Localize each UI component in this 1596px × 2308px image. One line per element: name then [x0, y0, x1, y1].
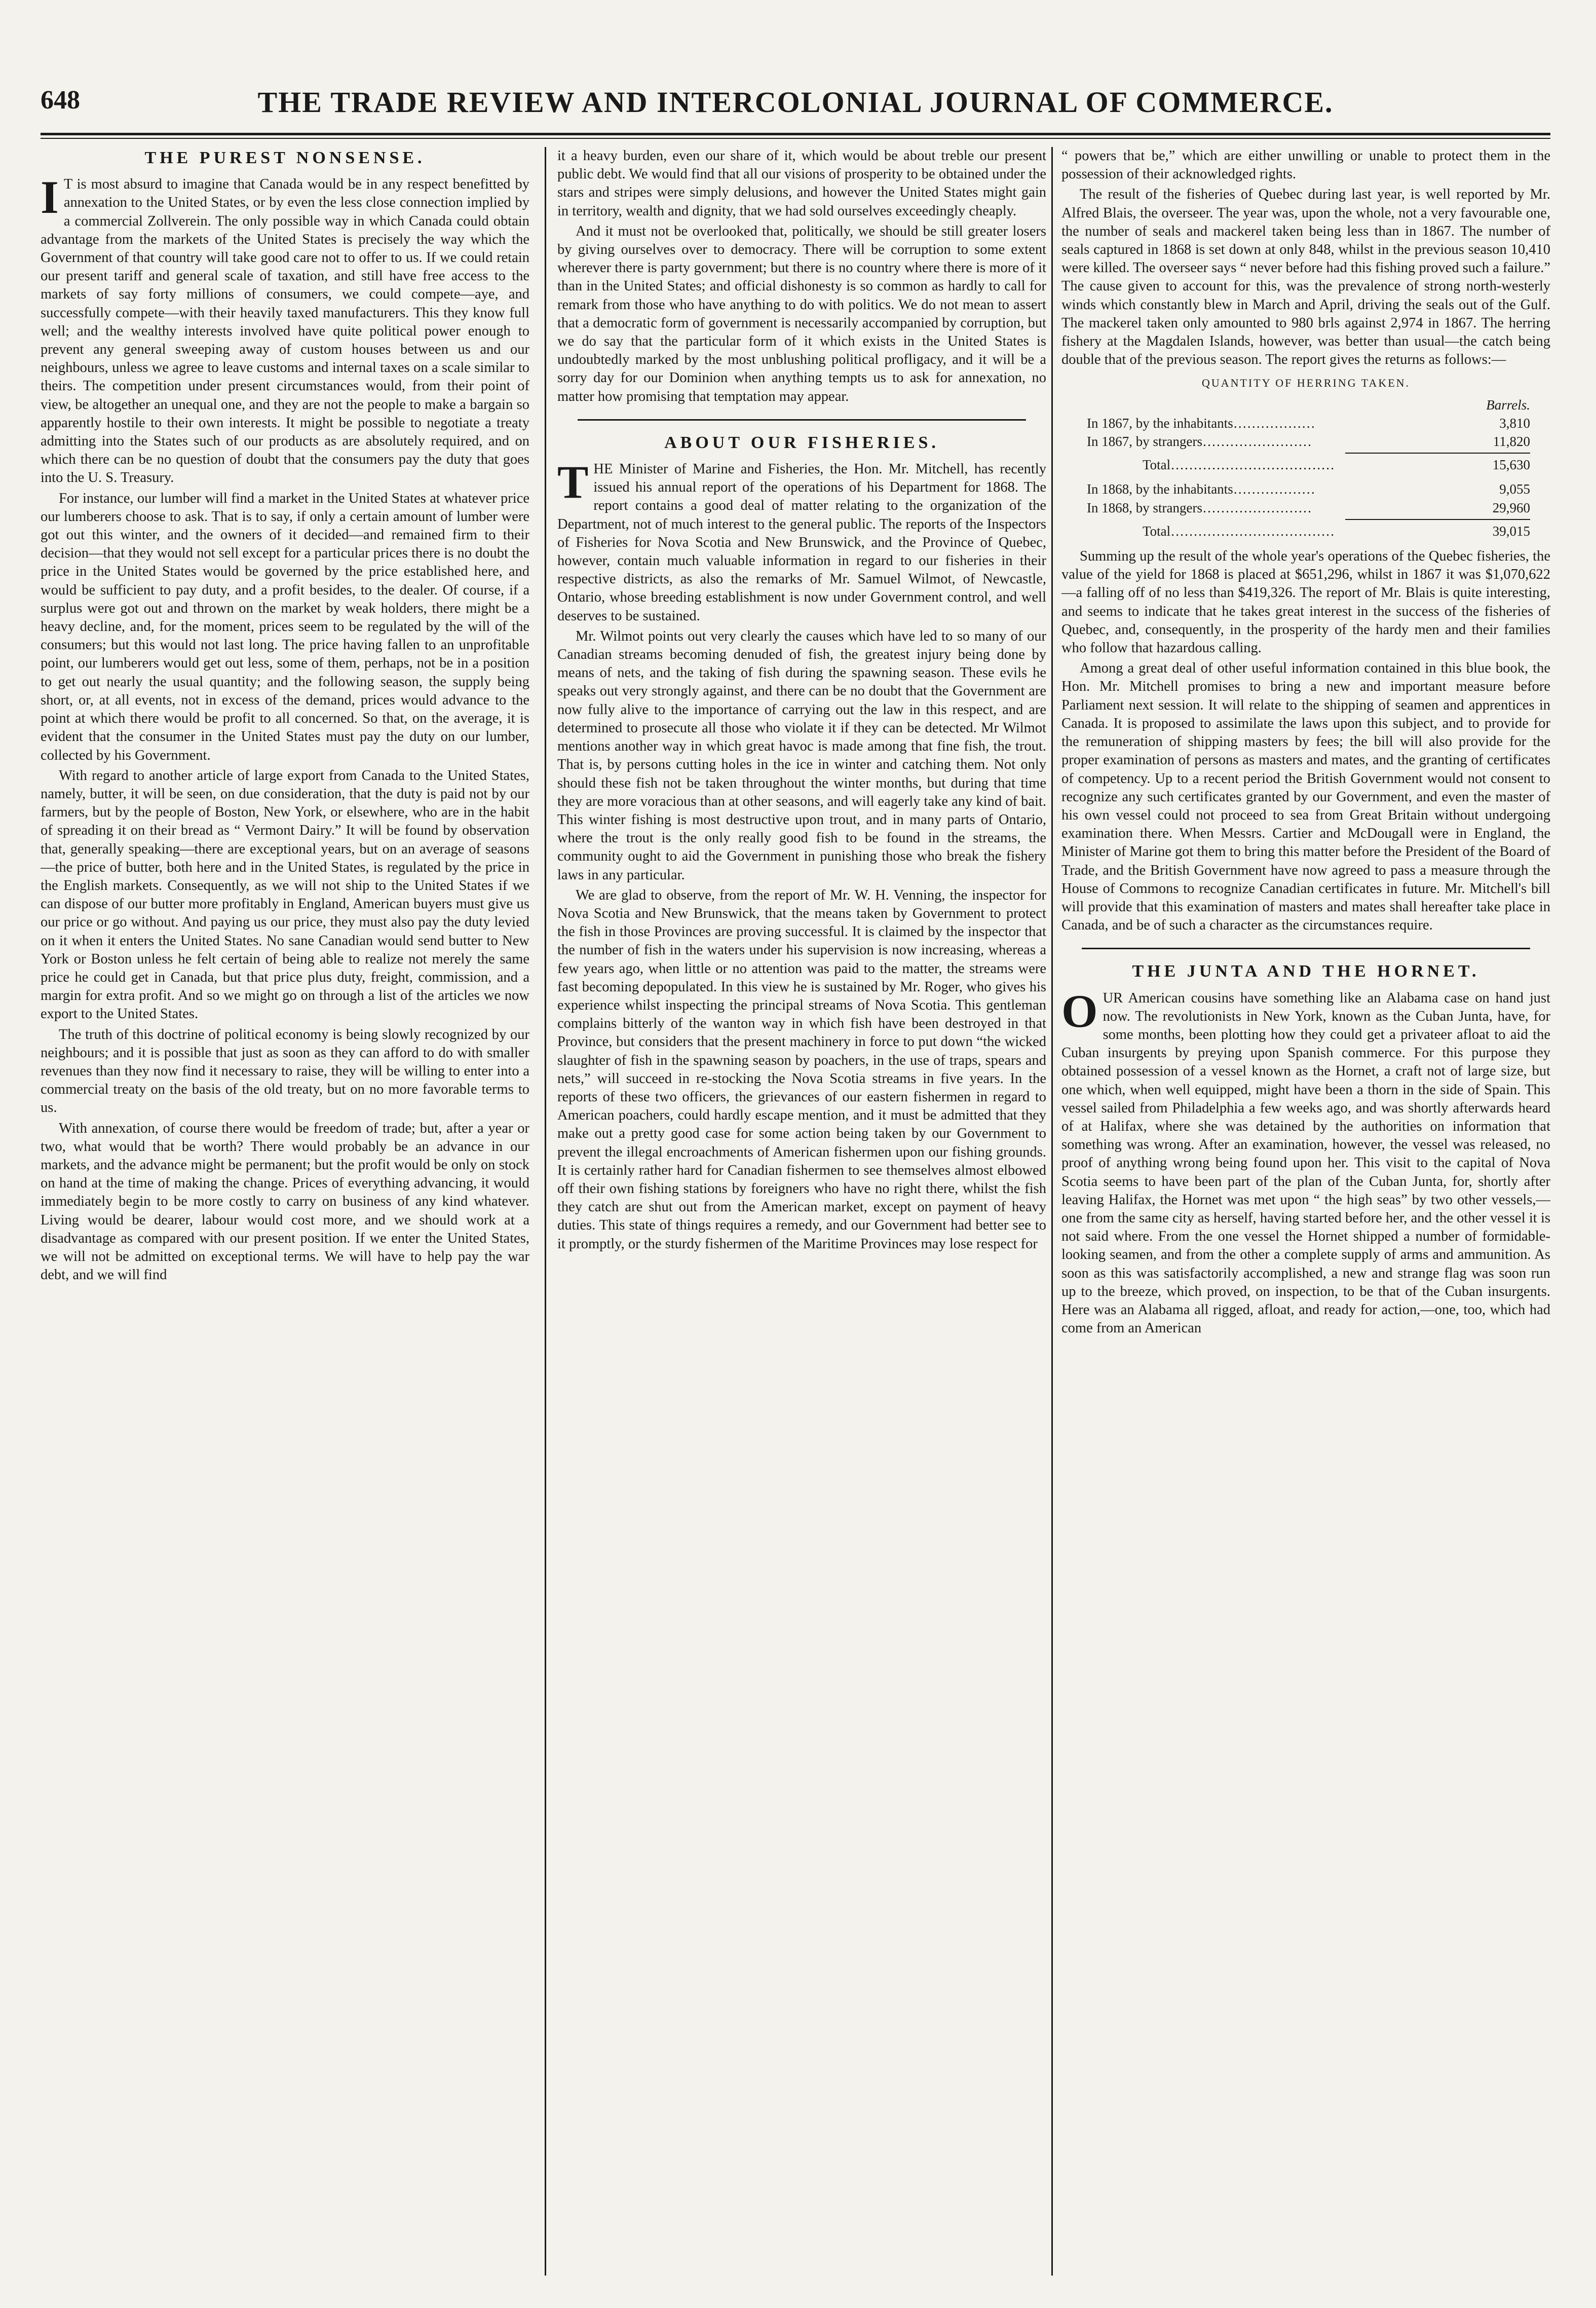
article-paragraph: The result of the fisheries of Quebec during last year, is well reported by Mr. Alfred Blais, the overseer. The year was, upon the whole, not a very favourable one, the number of seals and mackerel taken being less than in 1867. The number of seals captured in 1868 is set down at only 848, whilst in the previous season 10,410 were killed. The overseer says “ never before had this fishing proved such a failure.” The cause given to account for this, was the prevalence of strong north-westerly winds which constantly blew in March and April, driving the seals out of the Gulf. The mackerel taken only amounted to 980 brls against 2,974 in 1867. The herring fishery at the Magdalen Islands, however, was better than usual—the catch being double that of the previous season. The report gives the returns as follows:—: [1061, 187, 1550, 368]
table-row: [1061, 432, 1550, 451]
table-row: [1061, 480, 1550, 498]
herring-table: [1061, 374, 1550, 540]
article-paragraph: Summing up the result of the whole year's operations of the Quebec fisheries, the value of the yield for 1868 is placed at $651,296, whilst in 1867 it was $1,070,622—a falling off of no less than $419,326. The report of Mr. Blais is quite interesting, and seems to indicate that he takes great interest in the success of the fisheries of Quebec, and, consequently, in the prosperity of the hardy men and their families who follow that hazardous calling.: [1061, 548, 1550, 656]
section-divider: [578, 419, 1026, 421]
article-paragraph: For instance, our lumber will find a market in the United States at whatever price our lumberers choose to ask. That is to say, if only a certain amount of lumber were got out this winter, and the owners of it decided—and remained firm to their decision—that they would not sell except for a particular prices there is no doubt the price in the United States would be governed by the price established here, and would be sufficient to pay duty, and a profit besides, to the dealer. Of course, if a surplus were got out and thrown on the market by weak holders, there might be a heavy decline, and, for the moment, prices seem to be regulated by the will of the consumers; but this would not last long. The price having fallen to an unprofitable point, our lumberers would get out less, some of them, perhaps, not be in a position to get out nearly the usual quantity; and the following season, the supply being short, or, at all events, not in excess of the demand, prices would advance to the point at which there would be profit to all concerned. So that, on the average, it is evident that the consumer in the United States must pay the duty on our lumber, collected by his Government.: [41, 490, 529, 763]
row-value: 11,820: [1493, 434, 1530, 450]
table-row: [1061, 499, 1550, 517]
row-label: In 1867, by strangers……………………: [1087, 434, 1312, 450]
article-paragraph: Among a great deal of other useful information contained in this blue book, the Hon. Mr. Mitchell promises to bring a new and important measure before Parliament next session. It will relate to the shipping of seamen and apprentices in Canada. It is proposed to assimilate the laws upon this subject, and to provide for the remuneration of shipping masters by fees; the bill will also provide for the proper examination of persons as masters and mates, and the granting of certificates of competency. Up to a recent period the British Government would not consent to recognize any such certificates granted by our Government, and even the master of his own vessel could not proceed to sea from Great Britain without undergoing examination there. When Messrs. Cartier and McDougall were in England, the Minister of Marine got them to bring this matter before the President of the Board of Trade, and the British Government have now agreed to pass a measure through the House of Commons to recognize Canadian certificates in future. Mr. Mitchell's bill will provide that this examination of masters and mates shall hereafter take place in Canada, and be of such a character as the circumstances require.: [1061, 660, 1550, 934]
table-row-total: [1061, 456, 1550, 474]
article-paragraph: [1061, 985, 1550, 1338]
article-paragraph: With regard to another article of large export from Canada to the United States, namely, butter, it will be seen, on due consideration, that the duty is paid not by our farmers, but by the people of Boston, New York, or elsewhere, who are in the habit of spreading it on their bread as “ Vermont Dairy.” It will be found by observation that, generally speaking—there are exceptional years, but on an average of seasons—the price of butter, both here and in the United States, is regulated by the price in the English markets. Consequently, as we will not ship to the United States if we can dispose of our butter more profitably in England, American buyers must give us our price or go without. And paying us our price, they must also pay the duty levied on it when it enters the United States. No sane Canadian would send butter to New York or Boston unless he felt certain of being able to realize not merely the same price he could get in Canada, but that price plus duty, freight, commission, and a margin for extra profit. And so we might go on through a list of the articles we now export to the United States.: [41, 767, 529, 1022]
table-row-total: [1061, 522, 1550, 540]
table-separator: [1345, 519, 1530, 520]
page-number: 648: [41, 86, 80, 115]
table-unit: Barrels.: [1486, 397, 1530, 413]
paragraph-text: T is most absurd to imagine that Canada would be in any respect benefitted by annexation to the United States, or by even the less close connection implied by a commercial Zollverein. The only possible way in which Canada could obtain advantage from the markets of the United States is precisely the way which the Government of that country will take good care not to offer to us. If we could retain our present tariff and general scale of taxation, and still have free access to the markets of say forty millions of consumers, we could compete—aye, and successfully compete—with their heavily taxed manufacturers. This they know full well; and the wealthy interests involved have quite political power enough to prevent any general sweeping away of custom houses between us and our neighbours, unless we agree to leave customs and internal taxes on a scale similar to theirs. The competition under present circumstances would, from their point of view, be altogether an unequal one, and they are not the people to make a bargain so apparently hostile to their own interests. It might be possible to negotiate a treaty admitting into the States such of our products as are absolutely required, and on which there can be no question of doubt that the consumers pay the duty that goes into the U. S. Treasury.: [41, 176, 529, 486]
paragraph-text: UR American cousins have something like an Alabama case on hand just now. The revolutionists in New York, known as the Cuban Junta, have, for some months, been plotting how they could get a privateer afloat to aid the Cuban insurgents by preying upon Spanish commerce. For this purpose they obtained possession of a vessel known as the Hornet, a craft not of large size, but one which, when well equipped, might have been a thorn in the side of Spain. This vessel sailed from Philadelphia a few weeks ago, and was shortly afterwards heard of at Halifax, where she was detained by the authorities on information that something was wrong. After an examination, however, the vessel was released, no proof of anything wrong being found upon her. This visit to the capital of Nova Scotia seems to have been part of the plan of the Cuban Junta, for, shortly after leaving Halifax, the Hornet was met upon “ the high seas” by two other vessels,—one from the same city as herself, having started before her, and the other vessel it is not said where. From the one vessel the Hornet shipped a number of formidable-looking seamen, and from the other a complete supply of arms and ammunition. As soon as this was satisfactorily accomplished, a new and strange flag was soon run up to the breeze, which proved, on inspection, to be that of the Cuban insurgents. Here was an Alabama all rigged, afloat, and ready for action,—one, too, which had come from an American: [1061, 990, 1550, 1336]
paragraph-text: HE Minister of Marine and Fisheries, the Hon. Mr. Mitchell, has recently issued his annual report of the operations of his Department for 1868. The report contains a good deal of matter relating to the organization of the Department, not of much interest to the general public. The reports of the Inspectors of Fisheries for Nova Scotia and New Brunswick, and the Province of Quebec, however, contain much valuable information in regard to our fisheries in their respective districts, as also the remarks of Mr. Samuel Wilmot, of Newcastle, Ontario, whose breeding establishment is now under Government control, and well deserves to be sustained.: [557, 461, 1046, 624]
row-label: Total………………………………: [1143, 457, 1335, 473]
section-divider: [1082, 948, 1530, 949]
article-title-fisheries: ABOUT OUR FISHERIES.: [664, 433, 939, 452]
article-paragraph: Mr. Wilmot points out very clearly the causes which have led to so many of our Canadian streams becoming denuded of fish, the greatest injury being done by means of nets, and the taking of fish during the spawning season. These evils he speaks out very strongly against, and there can be no doubt that the Government are now fully alive to the importance of carrying out the law in this respect, and are determined to prosecute all those who violate it if they can be detected. Mr Wilmot mentions another way in which great havoc is made among that fine fish, the trout. That is, by persons cutting holes in the ice in winter and catching them. Not only should these fish not be taken throughout the winter months, but during that time they are more voracious than at other seasons, and will eagerly take any kind of bait. This winter fishing is most destructive upon trout, and in many parts of Ontario, where the trout is the only really good fish to be found in the streams, the community ought to aid the Government in punishing those who break the fishery laws in any particular.: [557, 628, 1046, 883]
article-paragraph: [41, 171, 529, 487]
column-2: [557, 147, 1046, 2270]
row-value: 9,055: [1499, 481, 1530, 497]
article-title-junta-hornet: THE JUNTA AND THE HORNET.: [1132, 962, 1480, 981]
column-3: [1061, 147, 1550, 2270]
header-rule: [41, 133, 1550, 135]
row-label: Total………………………………: [1143, 523, 1335, 539]
row-label: In 1868, by strangers……………………: [1087, 500, 1312, 515]
page-header: [41, 85, 1550, 131]
article-paragraph: And it must not be overlooked that, politically, we should be still greater losers by giving ourselves over to democracy. There will be corruption to some extent wherever there is party government; but there is no country where there is more of it than in the United States; and official dishonesty is so common as hardly to call for remark from those who have anything to do with politics. We do not mean to assert that a democratic form of government is necessarily accompanied by corruption, but we do say that the particular form of it which exists in the United States is undoubtedly marked by the most unblushing political profligacy, and it will be a sorry day for our Dominion when anything tempts us to ask for annexation, no matter how promising that temptation may appear.: [557, 223, 1046, 404]
row-value: 15,630: [1492, 457, 1530, 473]
article-paragraph: The truth of this doctrine of political economy is being slowly recognized by our neighbours; and it is possible that just as soon as they can afford to do with smaller revenues than they now find it necessary to raise, they will be willing to enter into a commercial treaty on the basis of the old treaty, but on no more favorable terms to us.: [41, 1026, 529, 1116]
article-paragraph: [557, 456, 1046, 625]
column-divider: [1051, 147, 1053, 2276]
row-value: 39,015: [1492, 523, 1530, 539]
journal-title: THE TRADE REVIEW AND INTERCOLONIAL JOURNAL OF COMMERCE.: [257, 86, 1334, 119]
header-rule-thin: [41, 138, 1550, 139]
table-separator: [1345, 453, 1530, 454]
drop-cap: T: [557, 456, 589, 508]
row-label: In 1868, by the inhabitants………………: [1087, 481, 1315, 497]
column-divider: [545, 147, 546, 2276]
table-caption: QUANTITY OF HERRING TAKEN.: [1201, 377, 1411, 390]
article-paragraph: “ powers that be,” which are either unwilling or unable to protect them in the possession of their acknowledged rights.: [1061, 148, 1550, 182]
column-1: [41, 147, 529, 2270]
article-paragraph: With annexation, of course there would be freedom of trade; but, after a year or two, what would that be worth? There would probably be an advance in our markets, and the advance might be permanent; but the profit would be only on stock on hand at the time of making the change. Prices of everything advancing, it would immediately begin to be more costly to carry on business of any kind whatever. Living would be dearer, labour would cost more, and we should work at a disadvantage as compared with our present position. If we enter the United States, we will not be admitted on exceptional terms. We will have to help pay the war debt, and we will find: [41, 1120, 529, 1283]
row-label: In 1867, by the inhabitants………………: [1087, 415, 1315, 431]
row-value: 29,960: [1492, 500, 1530, 515]
article-title-purest-nonsense: THE PUREST NONSENSE.: [144, 148, 426, 167]
table-row: [1061, 414, 1550, 432]
article-paragraph: it a heavy burden, even our share of it, which would be about treble our present public debt. We would find that all our visions of prosperity to be obtained under the stars and stripes were simply delusions, and however the United States might gain in territory, wealth and dignity, that we had sold ourselves exceedingly cheaply.: [557, 148, 1046, 219]
drop-cap: I: [41, 171, 59, 224]
row-value: 3,810: [1499, 415, 1530, 431]
article-paragraph: We are glad to observe, from the report of Mr. W. H. Venning, the inspector for Nova Scotia and New Brunswick, that the means taken by Government to protect the fish in those Provinces are proving successful. It is claimed by the inspector that the number of fish in the waters under his supervision is now increasing, whereas a few years ago, when little or no attention was paid to the matter, the streams were fast becoming depopulated. In this view he is sustained by Mr. Roger, who gives his experience whilst inspecting the principal streams of Nova Scotia. This gentleman complains bitterly of the wanton way in which fish have been destroyed in that Province, but considers that the present machinery in force to put down “the wicked slaughter of fish in the spawning season by poachers, in the use of traps, spears and nets,” will succeed in re-stocking the Nova Scotia streams in five years. In the reports of these two officers, the grievances of our eastern fishermen in regard to American poachers, could hardly escape mention, and it must be admitted that they make out a pretty good case for some action being taken by our Government to prevent the illegal encroachments of American fishermen upon our fishing grounds. It is certainly rather hard for Canadian fishermen to see themselves almost elbowed off their own fishing stations by foreigners who have no right there, whilst the fish they catch are shut out from the American market, except on payment of heavy duties. This state of things requires a remedy, and our Government had better see to it promptly, or the sturdy fishermen of the Maritime Provinces may lose respect for: [557, 887, 1046, 1252]
drop-cap: O: [1061, 985, 1098, 1037]
